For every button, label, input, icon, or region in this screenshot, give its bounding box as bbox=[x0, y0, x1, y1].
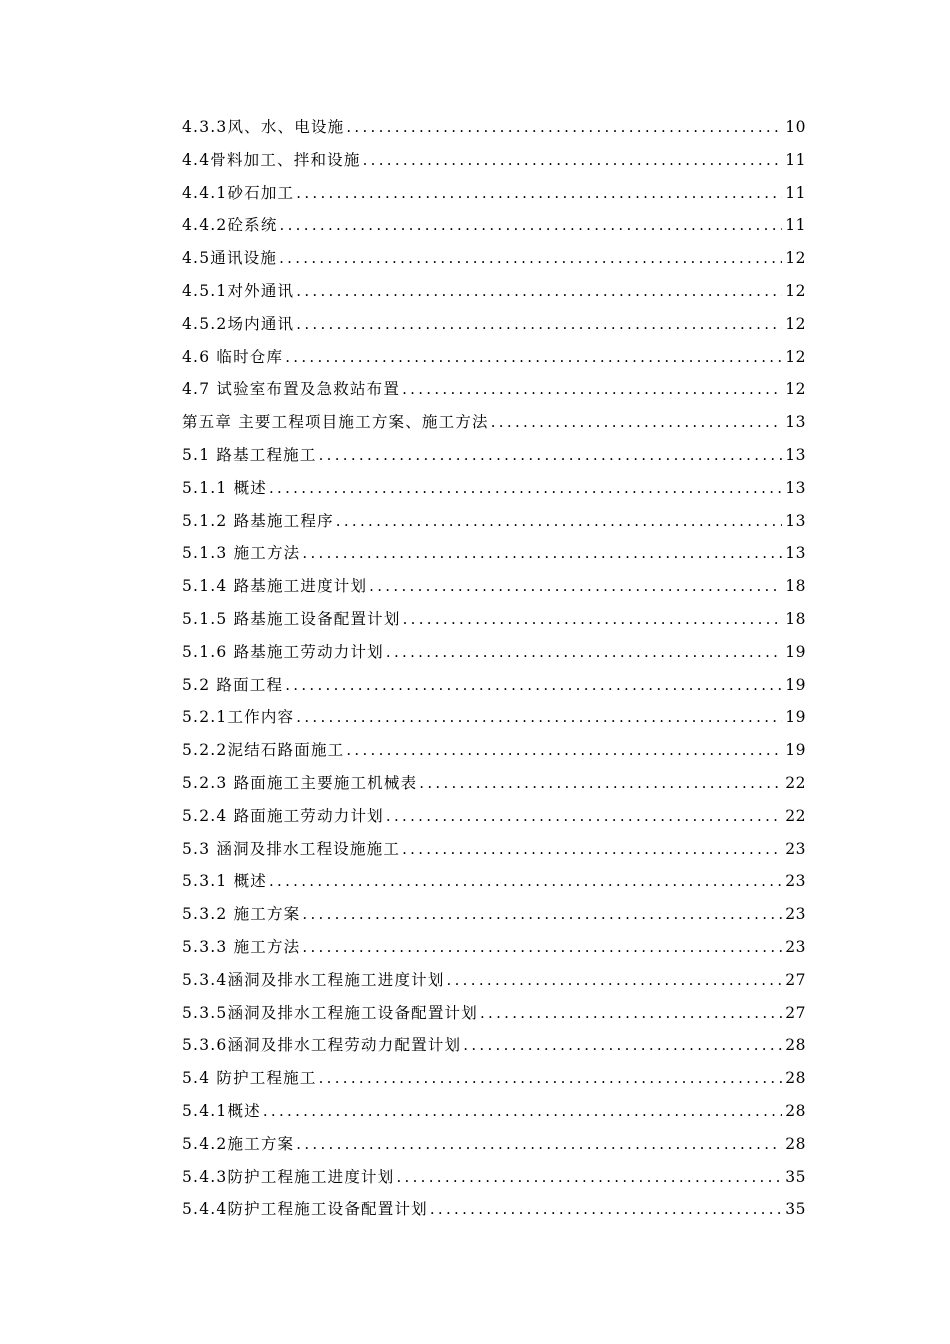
toc-entry-title: 5.1.1 概述 bbox=[182, 478, 267, 497]
toc-entry-page: 19 bbox=[785, 741, 806, 760]
toc-entry[interactable] bbox=[182, 833, 806, 866]
toc-entry[interactable] bbox=[182, 964, 806, 997]
toc-dot-leader bbox=[319, 439, 783, 472]
toc-entry-title: 4.4骨料加工、拌和设施 bbox=[182, 150, 361, 169]
toc-entry-title: 5.3 涵洞及排水工程设施施工 bbox=[182, 839, 401, 858]
toc-entry-title: 5.1.4 路基施工进度计划 bbox=[182, 577, 368, 596]
toc-entry[interactable] bbox=[182, 767, 806, 800]
toc-entry[interactable] bbox=[182, 701, 806, 734]
toc-entry[interactable] bbox=[182, 669, 806, 702]
toc-entry-title: 5.1 路基工程施工 bbox=[182, 445, 317, 464]
toc-entry[interactable] bbox=[182, 341, 806, 374]
toc-entry[interactable] bbox=[182, 570, 806, 603]
toc-entry-page: 27 bbox=[785, 1003, 806, 1022]
toc-entry-page: 11 bbox=[785, 150, 806, 169]
toc-entry-page: 35 bbox=[785, 1200, 806, 1219]
toc-entry-title: 5.3.4涵洞及排水工程施工进度计划 bbox=[182, 970, 445, 989]
toc-entry[interactable] bbox=[182, 275, 806, 308]
toc-dot-leader bbox=[263, 1095, 782, 1128]
toc-entry[interactable] bbox=[182, 1128, 806, 1161]
toc-dot-leader bbox=[302, 537, 782, 570]
toc-dot-leader bbox=[296, 308, 782, 341]
toc-entry-page: 13 bbox=[785, 478, 806, 497]
toc-entry-title: 5.2.3 路面施工主要施工机械表 bbox=[182, 773, 418, 792]
toc-entry[interactable] bbox=[182, 537, 806, 570]
toc-dot-leader bbox=[319, 1062, 783, 1095]
toc-dot-leader bbox=[463, 1029, 782, 1062]
toc-entry[interactable] bbox=[182, 406, 806, 439]
toc-dot-leader bbox=[402, 833, 782, 866]
toc-dot-leader bbox=[336, 505, 782, 538]
toc-entry[interactable] bbox=[182, 439, 806, 472]
toc-dot-leader bbox=[386, 800, 782, 833]
toc-entry-page: 13 bbox=[785, 511, 806, 530]
toc-entry[interactable] bbox=[182, 111, 806, 144]
toc-entry[interactable] bbox=[182, 734, 806, 767]
toc-entry-title: 5.2.4 路面施工劳动力计划 bbox=[182, 806, 384, 825]
toc-entry-page: 28 bbox=[785, 1134, 806, 1153]
toc-entry-title: 第五章 主要工程项目施工方案、施工方法 bbox=[182, 413, 489, 432]
toc-dot-leader bbox=[285, 669, 782, 702]
toc-entry[interactable] bbox=[182, 209, 806, 242]
toc-entry-page: 23 bbox=[785, 905, 806, 924]
toc-dot-leader bbox=[280, 209, 783, 242]
toc-dot-leader bbox=[447, 964, 783, 997]
toc-dot-leader bbox=[302, 898, 782, 931]
toc-entry-page: 10 bbox=[785, 118, 806, 136]
toc-entry-title: 5.4.3防护工程施工进度计划 bbox=[182, 1167, 395, 1186]
toc-dot-leader bbox=[296, 177, 782, 210]
toc-entry-title: 4.4.2砼系统 bbox=[182, 216, 278, 235]
toc-dot-leader bbox=[346, 111, 782, 144]
toc-entry-page: 28 bbox=[785, 1101, 806, 1120]
toc-entry-title: 4.4.1砂石加工 bbox=[182, 183, 295, 202]
toc-entry-page: 12 bbox=[785, 281, 806, 300]
toc-entry[interactable] bbox=[182, 603, 806, 636]
toc-entry-page: 18 bbox=[785, 609, 806, 628]
toc-dot-leader bbox=[363, 144, 783, 177]
toc-entry-page: 18 bbox=[785, 577, 806, 596]
toc-entry-page: 11 bbox=[785, 216, 806, 235]
toc-entry-page: 12 bbox=[785, 380, 806, 399]
toc-dot-leader bbox=[491, 406, 783, 439]
toc-entry-page: 11 bbox=[785, 183, 806, 202]
toc-entry-page: 23 bbox=[785, 937, 806, 956]
toc-entry-title: 5.4.4防护工程施工设备配置计划 bbox=[182, 1200, 428, 1219]
toc-dot-leader bbox=[296, 701, 782, 734]
toc-entry-page: 23 bbox=[785, 839, 806, 858]
toc-dot-leader bbox=[269, 865, 782, 898]
toc-entry-title: 5.4 防护工程施工 bbox=[182, 1069, 317, 1088]
toc-entry[interactable] bbox=[182, 505, 806, 538]
toc-entry-page: 19 bbox=[785, 675, 806, 694]
table-of-contents bbox=[182, 111, 806, 1226]
toc-entry-title: 5.2.1工作内容 bbox=[182, 708, 295, 727]
toc-entry-title: 5.2.2泥结石路面施工 bbox=[182, 741, 345, 760]
toc-entry-title: 4.5通讯设施 bbox=[182, 249, 278, 268]
toc-entry-title: 5.1.5 路基施工设备配置计划 bbox=[182, 609, 401, 628]
toc-entry-page: 19 bbox=[785, 642, 806, 661]
toc-entry-title: 5.3.3 施工方法 bbox=[182, 937, 301, 956]
toc-entry[interactable] bbox=[182, 177, 806, 210]
toc-dot-leader bbox=[430, 1193, 782, 1226]
toc-dot-leader bbox=[302, 931, 782, 964]
toc-entry-title: 4.5.2场内通讯 bbox=[182, 314, 295, 333]
toc-entry-page: 12 bbox=[785, 314, 806, 333]
toc-entry[interactable] bbox=[182, 997, 806, 1030]
toc-entry[interactable] bbox=[182, 865, 806, 898]
toc-entry-page: 13 bbox=[785, 413, 806, 432]
toc-entry[interactable] bbox=[182, 800, 806, 833]
toc-entry-page: 27 bbox=[785, 970, 806, 989]
toc-entry[interactable] bbox=[182, 1161, 806, 1194]
toc-entry-page: 35 bbox=[785, 1167, 806, 1186]
toc-entry-page: 23 bbox=[785, 872, 806, 891]
toc-entry[interactable] bbox=[182, 373, 806, 406]
toc-entry[interactable] bbox=[182, 1029, 806, 1062]
toc-entry[interactable] bbox=[182, 1062, 806, 1095]
toc-entry-title: 4.5.1对外通讯 bbox=[182, 281, 295, 300]
toc-dot-leader bbox=[480, 997, 782, 1030]
toc-entry-title: 5.1.6 路基施工劳动力计划 bbox=[182, 642, 384, 661]
toc-dot-leader bbox=[386, 636, 782, 669]
toc-entry-page: 28 bbox=[785, 1069, 806, 1088]
toc-entry-title: 5.3.2 施工方案 bbox=[182, 905, 301, 924]
toc-entry-title: 5.3.5涵洞及排水工程施工设备配置计划 bbox=[182, 1003, 478, 1022]
toc-entry-title: 5.4.1概述 bbox=[182, 1101, 261, 1120]
toc-dot-leader bbox=[296, 1128, 782, 1161]
toc-entry[interactable] bbox=[182, 308, 806, 341]
toc-entry-page: 22 bbox=[785, 806, 806, 825]
toc-entry-page: 28 bbox=[785, 1036, 806, 1055]
toc-entry-title: 5.1.3 施工方法 bbox=[182, 544, 301, 563]
toc-entry[interactable] bbox=[182, 1193, 806, 1226]
toc-entry[interactable] bbox=[182, 144, 806, 177]
toc-dot-leader bbox=[269, 472, 782, 505]
toc-dot-leader bbox=[369, 570, 782, 603]
toc-entry-page: 12 bbox=[785, 347, 806, 366]
toc-entry-page: 13 bbox=[785, 544, 806, 563]
toc-entry-page: 13 bbox=[785, 445, 806, 464]
toc-entry-title: 5.4.2施工方案 bbox=[182, 1134, 295, 1153]
toc-entry-page: 19 bbox=[785, 708, 806, 727]
toc-entry-title: 4.6 临时仓库 bbox=[182, 347, 284, 366]
toc-entry-title: 5.3.6涵洞及排水工程劳动力配置计划 bbox=[182, 1036, 462, 1055]
toc-dot-leader bbox=[346, 734, 782, 767]
toc-dot-leader bbox=[403, 603, 783, 636]
toc-entry-title: 5.3.1 概述 bbox=[182, 872, 267, 891]
toc-dot-leader bbox=[419, 767, 782, 800]
toc-entry[interactable] bbox=[182, 1095, 806, 1128]
toc-entry-title: 5.2 路面工程 bbox=[182, 675, 284, 694]
toc-dot-leader bbox=[396, 1161, 782, 1194]
toc-dot-leader bbox=[285, 341, 782, 374]
toc-entry[interactable] bbox=[182, 242, 806, 275]
toc-entry[interactable] bbox=[182, 931, 806, 964]
toc-entry[interactable] bbox=[182, 472, 806, 505]
toc-entry[interactable] bbox=[182, 898, 806, 931]
toc-dot-leader bbox=[279, 242, 782, 275]
toc-entry-title: 4.3.3风、水、电设施 bbox=[182, 118, 345, 136]
toc-entry[interactable] bbox=[182, 636, 806, 669]
toc-entry-title: 4.7 试验室布置及急救站布置 bbox=[182, 380, 401, 399]
toc-entry-title: 5.1.2 路基施工程序 bbox=[182, 511, 334, 530]
toc-dot-leader bbox=[296, 275, 782, 308]
toc-dot-leader bbox=[402, 373, 782, 406]
toc-entry-page: 22 bbox=[785, 773, 806, 792]
toc-entry-page: 12 bbox=[785, 249, 806, 268]
